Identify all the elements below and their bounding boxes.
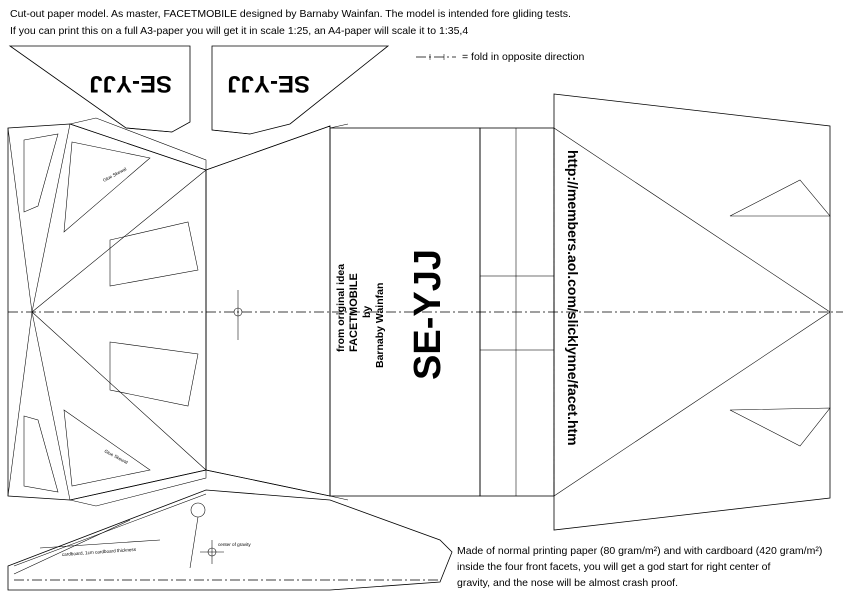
cardboard-label: cardboard, 1cm cardboard thickness — [61, 546, 137, 557]
footer-line-2: inside the four front facets, you will get a god start for right center of — [457, 561, 771, 573]
glue-label-top: Glue Skewal — [102, 166, 128, 183]
footer-line-1: Made of normal printing paper (80 gram/m²) and with cardboard (420 gram/m²) — [457, 545, 823, 557]
header-line-1: Cut-out paper model. As master, FACETMOBILE designed by Barnaby Wainfan. The model is intended fore gliding tests. — [10, 8, 571, 20]
wing-left-registration: SE-YJJ — [89, 70, 172, 97]
cg-label: center of gravity — [218, 542, 251, 547]
mid-section — [206, 126, 330, 496]
header-line-2: If you can print this on a full A3-paper you will get it in scale 1:25, an A4-paper will scale it to 1:35,4 — [10, 25, 469, 37]
credits-line-4: Barnaby Wainfan — [374, 282, 386, 368]
credits-line-2: FACETMOBILE — [348, 273, 360, 352]
credits-line-1: from original idea — [335, 263, 347, 352]
center-registration: SE-YJJ — [407, 249, 449, 380]
credits-line-3: by — [361, 305, 373, 318]
footer-line-3: gravity, and the nose will be almost crash proof. — [457, 577, 678, 589]
wing-right-registration: SE-YJJ — [227, 70, 310, 97]
fold-legend-label: = fold in opposite direction — [462, 51, 585, 63]
wing-right-part — [212, 46, 388, 134]
fold-legend — [416, 51, 584, 63]
url-text: http://members.aol.com/slicklynne/facet.htm — [565, 150, 581, 446]
glue-label-bottom: Glue Skewal — [103, 448, 129, 465]
keel-section — [8, 490, 452, 590]
wing-left-part — [10, 46, 190, 132]
